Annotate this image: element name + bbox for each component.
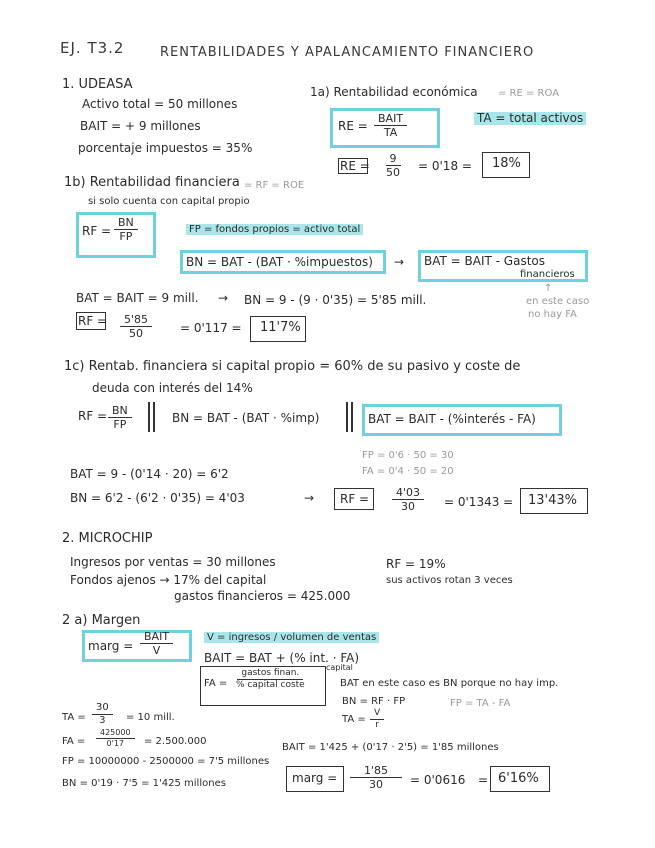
s1c-rf-num: BN bbox=[108, 404, 132, 418]
divider bbox=[351, 402, 353, 432]
s1c-rf-calc-eq: = 0'1343 = bbox=[444, 495, 514, 509]
marg-calc-lhs: marg = bbox=[292, 771, 338, 785]
rf-denominator: FP bbox=[119, 230, 133, 244]
s1c-heading: 1c) Rentab. financiera si capital propio = 60% de su pasivo y coste de bbox=[64, 359, 521, 374]
bait-calc: BAIT = 1'425 + (0'17 · 2'5) = 1'85 millones bbox=[282, 742, 499, 753]
s1b-heading: 1b) Rentabilidad financiera bbox=[64, 175, 240, 190]
marg-fraction bbox=[140, 630, 173, 657]
s1c-heading-cont: deuda con interés del 14% bbox=[92, 381, 253, 395]
re-numerator: BAIT bbox=[374, 112, 407, 126]
ta-calc-num: 30 bbox=[92, 702, 113, 715]
rf-calc-lhs: RF = bbox=[78, 314, 108, 328]
section-2-heading: 2. MICROCHIP bbox=[62, 531, 153, 546]
s1c-rf-calc-den: 30 bbox=[401, 500, 416, 514]
s1b-sub: si solo cuenta con capital propio bbox=[88, 196, 250, 207]
re-lhs: RE = bbox=[338, 119, 368, 133]
s2-rf: RF = 19% bbox=[386, 557, 446, 571]
ta-note: TA = total activos bbox=[474, 112, 586, 125]
s1c-rf-fraction bbox=[108, 404, 132, 431]
re-fraction bbox=[374, 112, 407, 139]
divider bbox=[153, 402, 155, 432]
marg-calc-fraction bbox=[350, 764, 402, 791]
s1c-result: 13'43% bbox=[528, 493, 578, 508]
section-1-heading: 1. UDEASA bbox=[62, 77, 133, 92]
fa-calc-fraction bbox=[96, 728, 135, 748]
s2-rotation: sus activos rotan 3 veces bbox=[386, 575, 513, 586]
marg-num: BAIT bbox=[140, 630, 173, 644]
note-line2: no hay FA bbox=[528, 309, 577, 320]
divider bbox=[148, 402, 150, 432]
bn-calc: BN = 9 - (9 · 0'35) = 5'85 mill. bbox=[244, 293, 427, 307]
bat-calc: BAT = BAIT = 9 mill. bbox=[76, 291, 199, 305]
s2-debt: Fondos ajenos → 17% del capital bbox=[70, 573, 267, 587]
exercise-code: EJ. T3.2 bbox=[60, 39, 125, 57]
marg-result: 6'16% bbox=[498, 771, 539, 786]
s1a-abbr: = RE = ROA bbox=[498, 88, 560, 99]
page-title: RENTABILIDADES Y APALANCAMIENTO FINANCIERO bbox=[160, 45, 535, 60]
rf-numerator: BN bbox=[114, 216, 138, 230]
divider bbox=[346, 402, 348, 432]
rf-calc-den: 50 bbox=[129, 327, 144, 341]
s1-active-total: Activo total = 50 millones bbox=[82, 97, 238, 111]
rf-fraction bbox=[114, 216, 138, 243]
marg-calc-num: 1'85 bbox=[350, 764, 402, 778]
marg-den: V bbox=[152, 644, 161, 658]
v-note: V = ingresos / volumen de ventas bbox=[204, 632, 379, 643]
bn-calc-2: BN = 0'19 · 7'5 = 1'425 millones bbox=[62, 778, 226, 789]
s1b-abbr: = RF = ROE bbox=[244, 180, 305, 191]
fa-fraction bbox=[232, 668, 309, 691]
ta-rel-lhs: TA = bbox=[342, 714, 366, 725]
ta-calc-lhs: TA = bbox=[62, 712, 86, 723]
s1c-rf-lhs: RF = bbox=[78, 409, 108, 423]
fp-note: FP = fondos propios = activo total bbox=[186, 224, 363, 235]
bn-rel: BN = RF · FP bbox=[342, 696, 406, 707]
rf-calc-fraction bbox=[120, 313, 152, 340]
s1c-rf-calc-num: 4'03 bbox=[392, 486, 424, 500]
s1c-bat-calc: BAT = 9 - (0'14 · 20) = 6'2 bbox=[70, 467, 229, 481]
fa-calc-lhs: FA = bbox=[62, 736, 86, 747]
re-denominator: TA bbox=[383, 126, 398, 140]
bat-formula-cont: financieros bbox=[520, 269, 575, 280]
s2-sales: Ingresos por ventas = 30 millones bbox=[70, 555, 276, 569]
re-calc-lhs: RE = bbox=[340, 159, 370, 173]
bat-formula: BAT = BAIT - Gastos bbox=[424, 254, 545, 268]
fa-lhs: FA = bbox=[204, 678, 228, 689]
ta-rel-den: r bbox=[375, 719, 379, 730]
capital-note: capital bbox=[326, 663, 353, 672]
note-line1: en este caso bbox=[526, 296, 590, 307]
bn-formula: BN = BAT - (BAT · %impuestos) bbox=[186, 255, 373, 269]
fp-calc-2: FP = 10000000 - 2500000 = 7'5 millones bbox=[62, 756, 270, 767]
ta-calc-res: = 10 mill. bbox=[126, 712, 175, 723]
s1-bait: BAIT = + 9 millones bbox=[80, 119, 201, 133]
ta-rel-fraction bbox=[370, 708, 384, 731]
fa-calc-den: 0'17 bbox=[106, 738, 124, 748]
ta-rel-num: V bbox=[370, 708, 384, 720]
s1a-heading: 1a) Rentabilidad económica bbox=[310, 85, 478, 99]
marg-calc-eq2: = bbox=[478, 773, 489, 787]
re-calc-fraction bbox=[382, 152, 404, 179]
note-arrow: ↑ bbox=[544, 283, 553, 294]
re-result: 18% bbox=[492, 156, 521, 171]
bait-formula: BAIT = BAT + (% int. · FA) bbox=[204, 651, 360, 665]
s1c-rf-calc-fraction bbox=[392, 486, 424, 513]
bat-note: BAT en este caso es BN porque no hay imp. bbox=[340, 678, 559, 689]
marg-calc-eq: = 0'0616 bbox=[410, 773, 466, 787]
fp-calc: FP = 0'6 · 50 = 30 bbox=[362, 450, 454, 461]
rf-calc-num: 5'85 bbox=[120, 313, 152, 327]
fa-calc-num: 425000 bbox=[96, 728, 135, 739]
ta-calc-den: 3 bbox=[99, 715, 106, 726]
s1c-bn-formula: BN = BAT - (BAT · %imp) bbox=[172, 411, 320, 425]
bn-arrow: → bbox=[394, 255, 405, 269]
ta-calc-fraction bbox=[92, 702, 113, 727]
fa-num: gastos finan. bbox=[237, 668, 303, 680]
s1-taxes: porcentaje impuestos = 35% bbox=[78, 141, 253, 155]
re-calc-den: 50 bbox=[386, 166, 400, 180]
fa-den: % capital coste bbox=[236, 679, 305, 690]
bat-calc-arrow: → bbox=[218, 291, 229, 305]
fp-rel: FP = TA - FA bbox=[450, 698, 511, 709]
re-calc-eq: = 0'18 = bbox=[418, 159, 472, 173]
s1c-bat-formula: BAT = BAIT - (%interés - FA) bbox=[368, 412, 536, 426]
s2a-heading: 2 a) Margen bbox=[62, 613, 141, 628]
rf-lhs: RF = bbox=[82, 224, 112, 238]
re-calc-num: 9 bbox=[386, 152, 401, 166]
s1c-rf-calc-lhs: RF = bbox=[340, 492, 370, 506]
marg-calc-den: 30 bbox=[369, 778, 384, 792]
rf-result: 11'7% bbox=[260, 320, 301, 335]
marg-lhs: marg = bbox=[88, 639, 134, 653]
fa-calc-res: = 2.500.000 bbox=[144, 736, 207, 747]
s1c-rf-den: FP bbox=[113, 418, 127, 432]
s1c-arrow: → bbox=[304, 491, 315, 505]
rf-calc-eq: = 0'117 = bbox=[180, 321, 242, 335]
s2-fin-costs: gastos financieros = 425.000 bbox=[174, 589, 351, 603]
fa-calc: FA = 0'4 · 50 = 20 bbox=[362, 466, 454, 477]
s1c-bn-calc: BN = 6'2 - (6'2 · 0'35) = 4'03 bbox=[70, 491, 245, 505]
